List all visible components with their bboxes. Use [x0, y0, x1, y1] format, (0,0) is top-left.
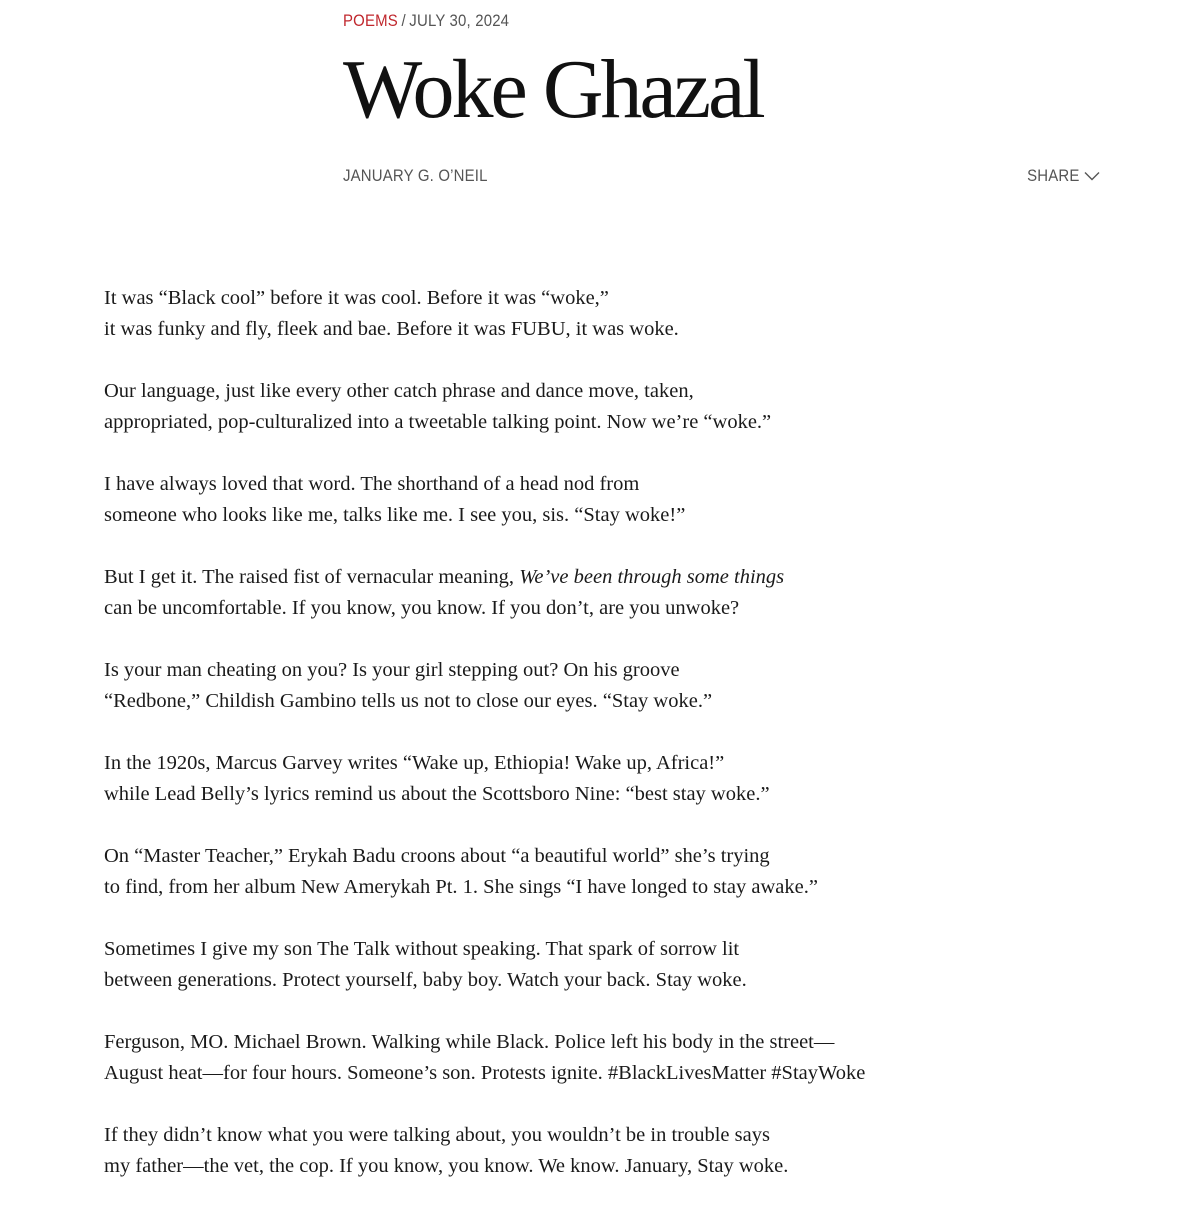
poem-line: appropriated, pop-culturalized into a tweetable talking point. Now we’re “woke.”	[104, 411, 772, 433]
stanza	[104, 1120, 1164, 1182]
stanza	[104, 1027, 1164, 1089]
share-label: SHARE	[1027, 166, 1080, 185]
chevron-down-icon	[1084, 171, 1100, 181]
article-kicker	[343, 11, 509, 31]
poem-line: Our language, just like every other catch phrase and dance move, taken,	[104, 380, 694, 402]
poem-line-text: But I get it. The raised fist of vernacular meaning,	[104, 566, 520, 588]
poem-line: to find, from her album New Amerykah Pt. 1. She sings “I have longed to stay awake.”	[104, 876, 818, 898]
poem-line: someone who looks like me, talks like me. I see you, sis. “Stay woke!”	[104, 504, 686, 526]
poem-line: August heat—for four hours. Someone’s son. Protests ignite. #BlackLivesMatter #StayWoke	[104, 1062, 866, 1084]
stanza	[104, 376, 1164, 438]
stanza	[104, 283, 1164, 345]
stanza	[104, 841, 1164, 903]
author-link[interactable]: JANUARY G. O’NEIL	[343, 166, 488, 185]
page-title: Woke Ghazal	[343, 43, 763, 136]
stanza	[104, 748, 1164, 810]
poem-line: I have always loved that word. The shorthand of a head nod from	[104, 473, 640, 495]
poem-line: it was funky and fly, fleek and bae. Before it was FUBU, it was woke.	[104, 318, 679, 340]
section-link[interactable]: POEMS	[343, 11, 398, 30]
poem-line: It was “Black cool” before it was cool. Before it was “woke,”	[104, 287, 609, 309]
stanza	[104, 934, 1164, 996]
poem-line: “Redbone,” Childish Gambino tells us not to close our eyes. “Stay woke.”	[104, 690, 713, 712]
poem-line: On “Master Teacher,” Erykah Badu croons about “a beautiful world” she’s trying	[104, 845, 770, 867]
poem-body	[104, 283, 1164, 1213]
byline-row	[343, 166, 1100, 190]
poem-line: Sometimes I give my son The Talk without speaking. That spark of sorrow lit	[104, 938, 740, 960]
poem-line: my father—the vet, the cop. If you know, you know. We know. January, Stay woke.	[104, 1155, 789, 1177]
poem-line: while Lead Belly’s lyrics remind us about the Scottsboro Nine: “best stay woke.”	[104, 783, 770, 805]
kicker-separator: /	[401, 11, 406, 30]
poem-line: Is your man cheating on you? Is your girl stepping out? On his groove	[104, 659, 680, 681]
share-button[interactable]	[1020, 166, 1100, 186]
stanza	[104, 469, 1164, 531]
poem-line: can be uncomfortable. If you know, you know. If you don’t, are you unwoke?	[104, 597, 740, 619]
poem-line: If they didn’t know what you were talking about, you wouldn’t be in trouble says	[104, 1124, 770, 1146]
stanza	[104, 655, 1164, 717]
poem-line: In the 1920s, Marcus Garvey writes “Wake up, Ethiopia! Wake up, Africa!”	[104, 752, 725, 774]
poem-line: between generations. Protect yourself, baby boy. Watch your back. Stay woke.	[104, 969, 747, 991]
poem-line-italic: We’ve been through some things	[519, 566, 785, 588]
publish-date: JULY 30, 2024	[409, 11, 510, 30]
poem-line: Ferguson, MO. Michael Brown. Walking while Black. Police left his body in the street—	[104, 1031, 835, 1053]
stanza	[104, 562, 1164, 624]
poem-line	[104, 562, 1164, 593]
